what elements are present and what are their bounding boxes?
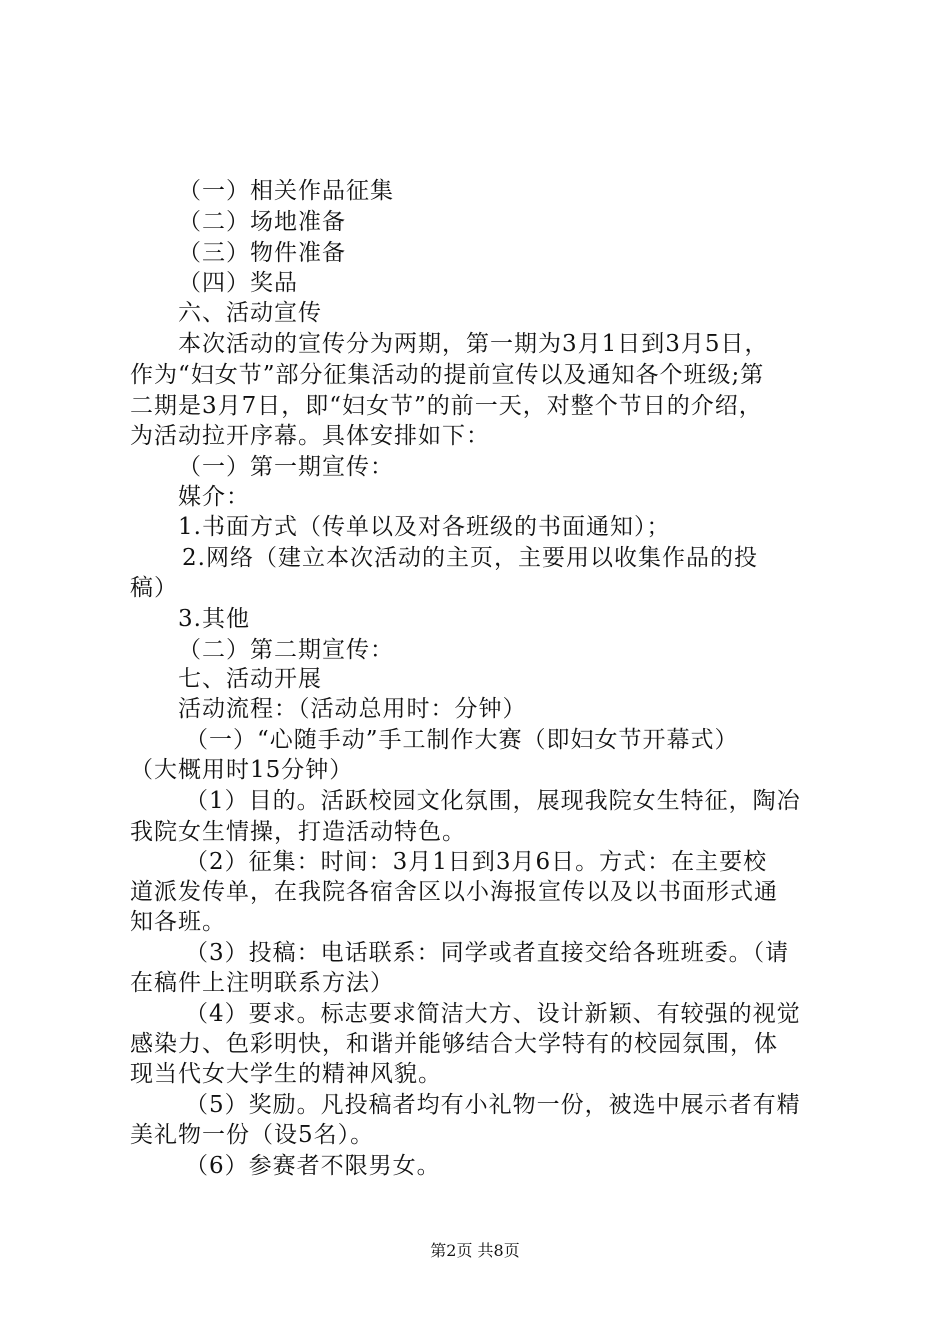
section-heading: 六、活动宣传 bbox=[178, 300, 322, 326]
text-line: （二）场地准备 bbox=[178, 209, 346, 235]
text-line: 2.网络（建立本次活动的主页，主要用以收集作品的投 bbox=[182, 545, 758, 571]
text-line: （2）征集：时间：3月1日到3月6日。方式：在主要校 bbox=[185, 849, 768, 875]
text-line: 美礼物一份（设5名）。 bbox=[130, 1122, 375, 1148]
text-line: 活动流程：（活动总用时：分钟） bbox=[178, 696, 527, 722]
text-line: （一）第一期宣传： bbox=[178, 454, 394, 480]
text-line: 媒介： bbox=[178, 484, 250, 510]
page-number-footer: 第2页 共8页 bbox=[430, 1241, 520, 1260]
text-line: （三）物件准备 bbox=[178, 240, 346, 266]
text-line: （二）第二期宣传： bbox=[178, 637, 394, 663]
text-line: （1）目的。活跃校园文化氛围，展现我院女生特征，陶冶 bbox=[185, 788, 801, 814]
text-line: （4）要求。标志要求简洁大方、设计新颖、有较强的视觉 bbox=[185, 1001, 801, 1027]
text-line: （3）投稿：电话联系：同学或者直接交给各班班委。（请 bbox=[185, 940, 790, 966]
text-line: 二期是3月7日，即“妇女节”的前一天，对整个节日的介绍， bbox=[130, 393, 763, 419]
text-line: （一）相关作品征集 bbox=[178, 178, 394, 204]
text-line: （四）奖品 bbox=[178, 270, 298, 296]
text-line: 感染力、色彩明快，和谐并能够结合大学特有的校园氛围，体 bbox=[130, 1031, 778, 1057]
text-line: 在稿件上注明联系方法） bbox=[130, 970, 394, 996]
text-line: 3.其他 bbox=[178, 606, 250, 632]
text-line: 1.书面方式（传单以及对各班级的书面通知）； bbox=[178, 514, 671, 540]
text-line: 稿） bbox=[130, 575, 178, 601]
text-line: 本次活动的宣传分为两期，第一期为3月1日到3月5日， bbox=[178, 331, 769, 357]
text-line: 道派发传单，在我院各宿舍区以小海报宣传以及以书面形式通 bbox=[130, 879, 778, 905]
text-line: （大概用时15分钟） bbox=[130, 757, 354, 783]
text-line: 作为“妇女节”部分征集活动的提前宣传以及通知各个班级;第 bbox=[130, 362, 765, 388]
text-line: （5）奖励。凡投稿者均有小礼物一份，被选中展示者有精 bbox=[185, 1092, 801, 1118]
section-heading: 七、活动开展 bbox=[178, 666, 322, 692]
text-line: 现当代女大学生的精神风貌。 bbox=[130, 1061, 442, 1087]
text-line: 为活动拉开序幕。具体安排如下： bbox=[130, 423, 490, 449]
text-line: （一）“心随手动”手工制作大赛（即妇女节开幕式） bbox=[185, 727, 739, 753]
text-line: 知各班。 bbox=[130, 909, 226, 935]
text-line: 我院女生情操，打造活动特色。 bbox=[130, 819, 466, 845]
text-line: （6）参赛者不限男女。 bbox=[185, 1153, 441, 1179]
